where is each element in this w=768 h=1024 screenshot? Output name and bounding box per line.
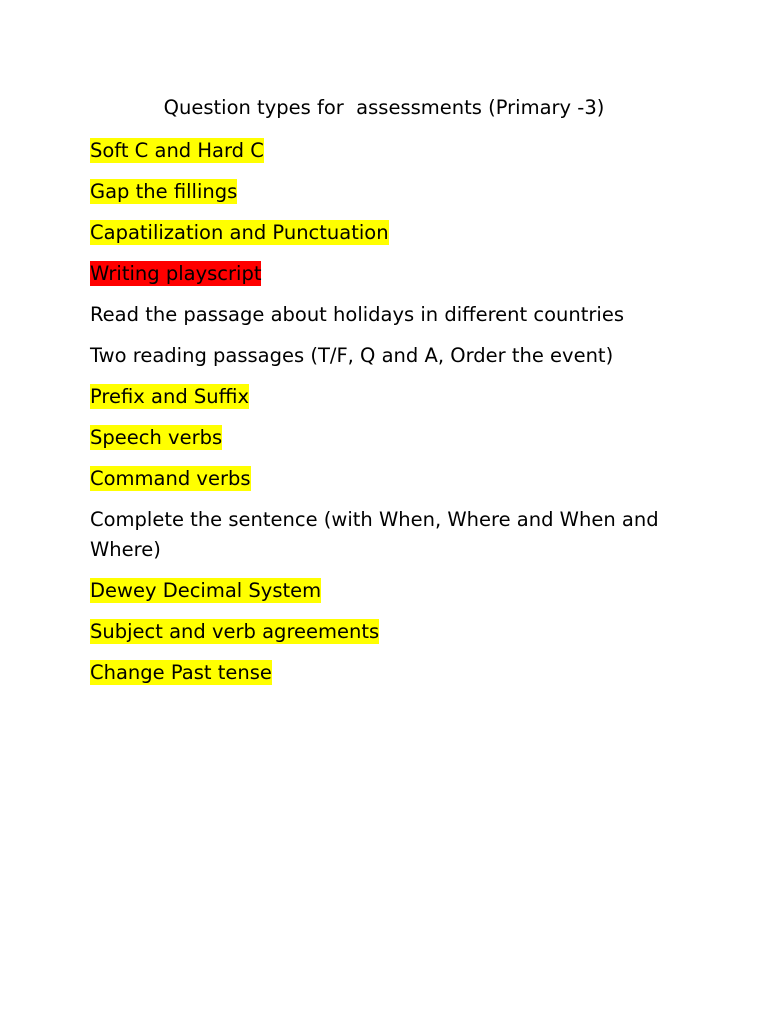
list-item-text: Subject and verb agreements bbox=[90, 620, 380, 643]
list-item bbox=[90, 382, 680, 412]
list-item bbox=[90, 177, 680, 207]
list-item-text: Writing playscript bbox=[90, 262, 262, 285]
list-item-text: Soft C and Hard C bbox=[90, 139, 264, 162]
list-item bbox=[90, 576, 680, 606]
list-item bbox=[90, 617, 680, 647]
list-item-text: Complete the sentence (with When, Where and When and Where) bbox=[90, 508, 659, 561]
list-item bbox=[90, 218, 680, 248]
list-item bbox=[90, 658, 680, 688]
list-item-text: Prefix and Suffix bbox=[90, 385, 250, 408]
list-item-text: Capatilization and Punctuation bbox=[90, 221, 389, 244]
page-title: Question types for assessments (Primary -3) bbox=[163, 96, 605, 119]
list-item-text: Change Past tense bbox=[90, 661, 272, 684]
list-item bbox=[90, 505, 680, 565]
list-item-text: Dewey Decimal System bbox=[90, 579, 322, 602]
list-item-text: Speech verbs bbox=[90, 426, 223, 449]
list-item bbox=[90, 423, 680, 453]
list-item-text: Gap the fillings bbox=[90, 180, 238, 203]
list-item bbox=[90, 259, 680, 289]
question-type-list bbox=[90, 136, 680, 699]
list-item bbox=[90, 464, 680, 494]
list-item bbox=[90, 300, 680, 330]
list-item-text: Command verbs bbox=[90, 467, 251, 490]
list-item-text: Two reading passages (T/F, Q and A, Order the event) bbox=[90, 344, 614, 367]
list-item bbox=[90, 341, 680, 371]
list-item-text: Read the passage about holidays in different countries bbox=[90, 303, 624, 326]
list-item bbox=[90, 136, 680, 166]
